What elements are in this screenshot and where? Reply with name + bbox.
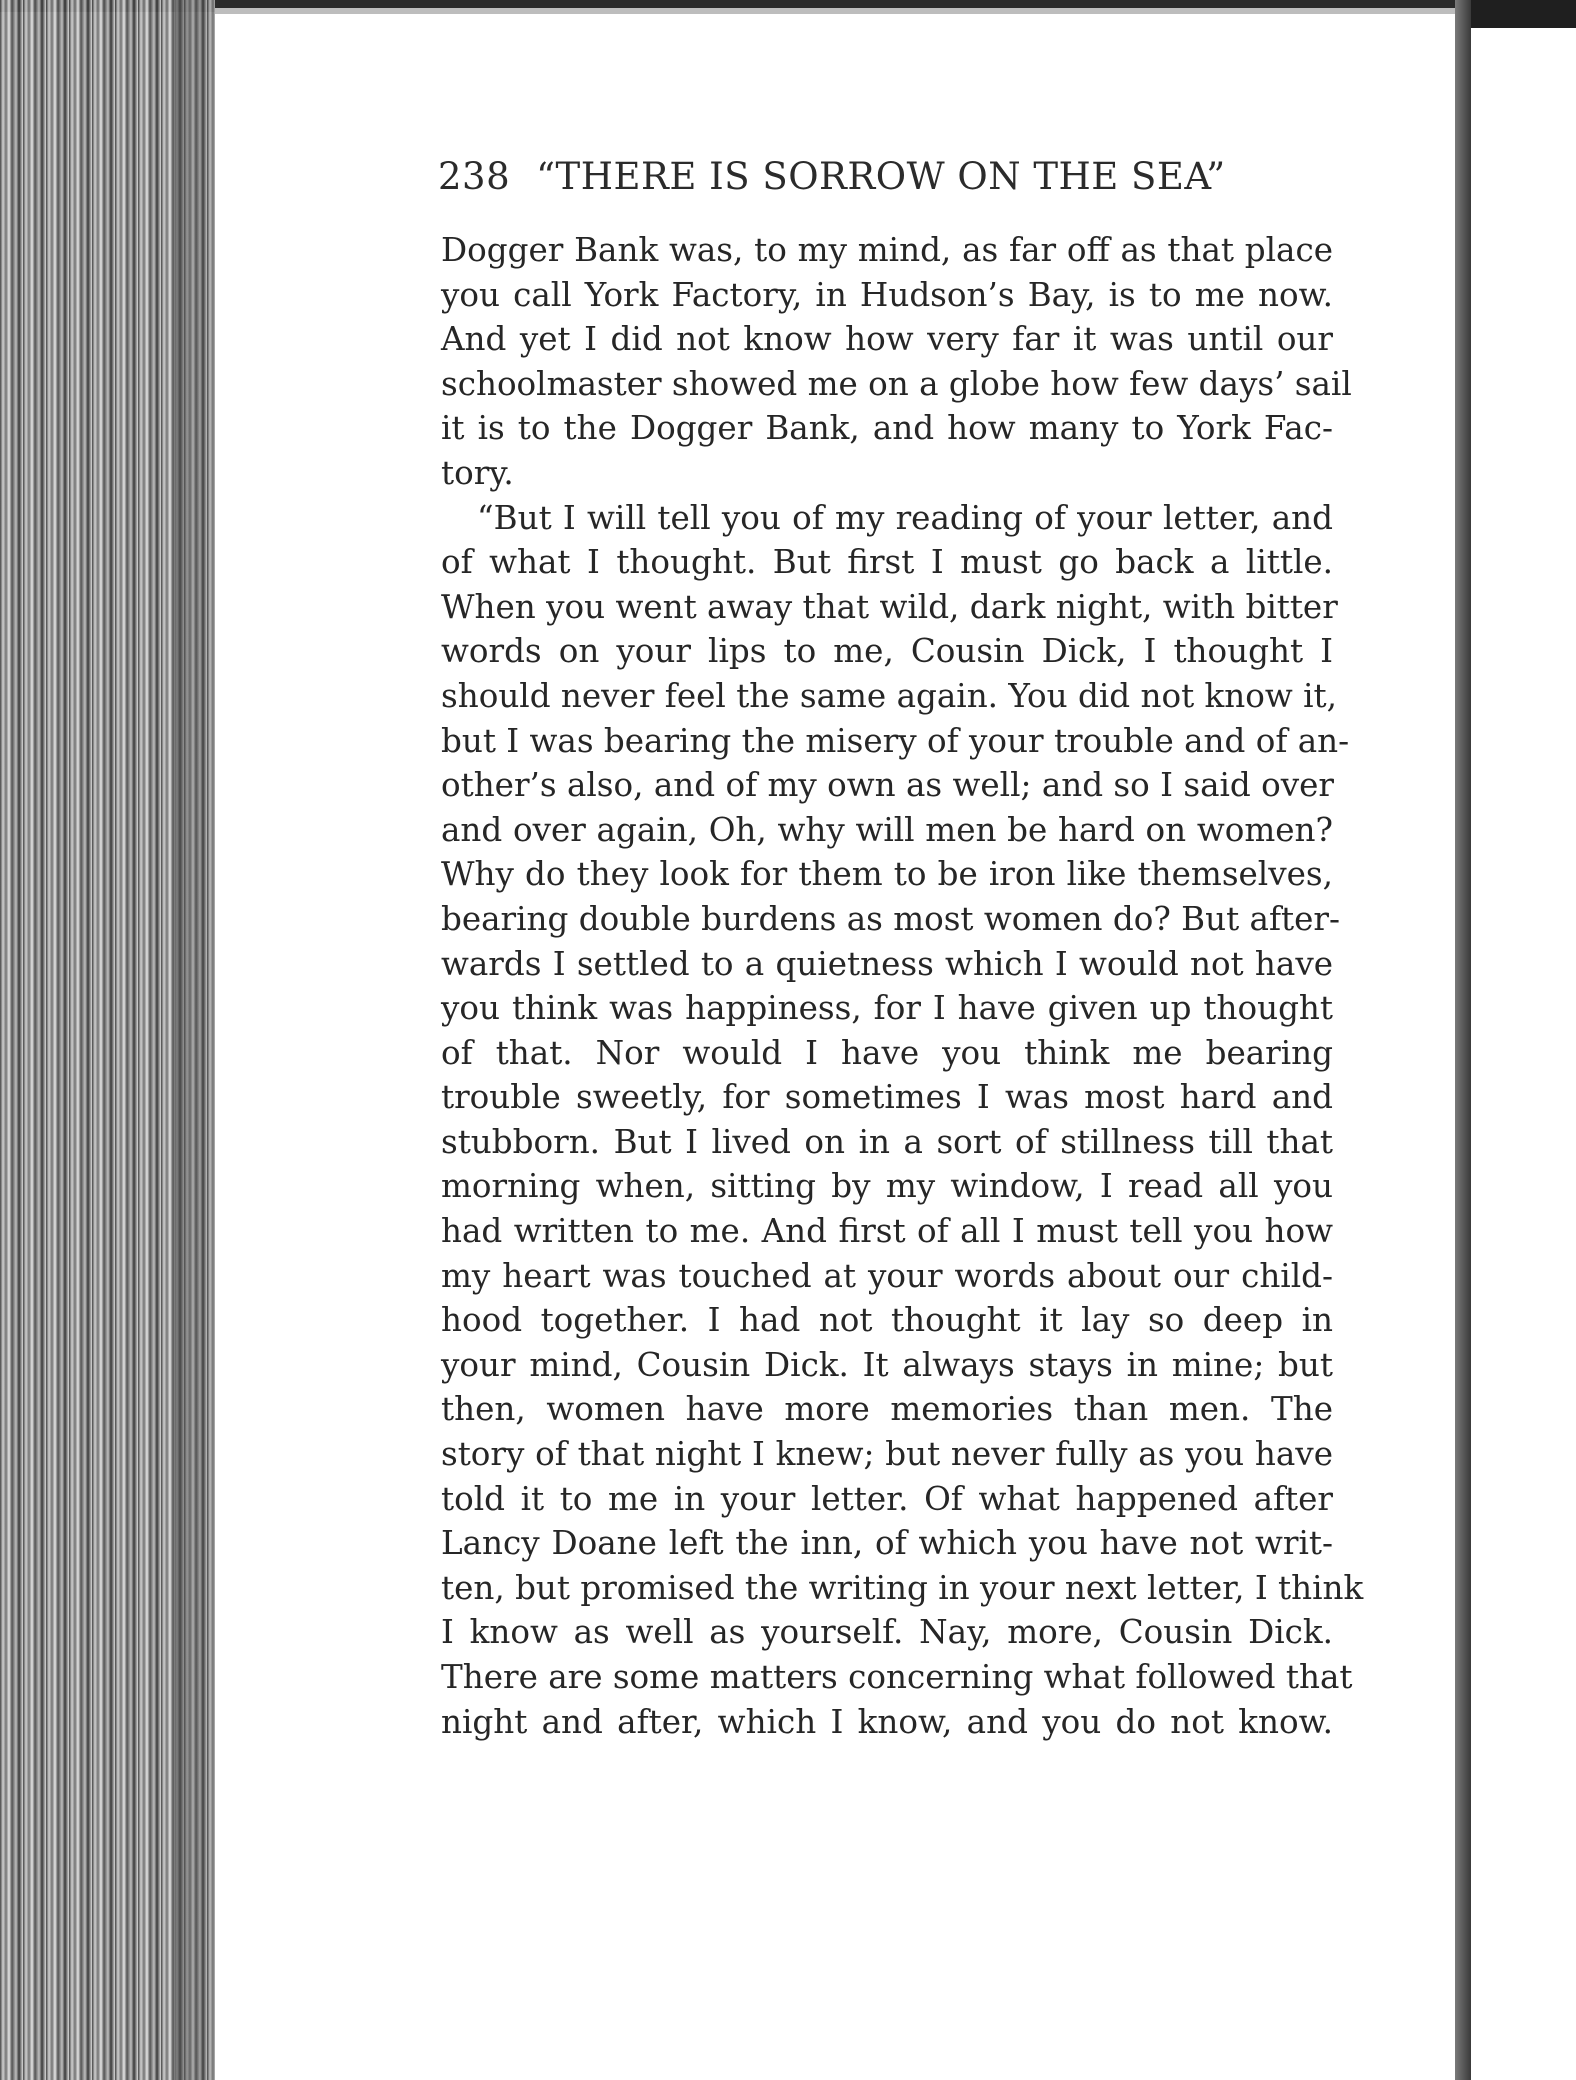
text-line: When you went away that wild, dark night, with bitter: [441, 587, 1338, 626]
text-line: “But I will tell you of my reading of your letter, and: [477, 498, 1333, 537]
facing-page-top-border: [1471, 0, 1576, 28]
text-line: hood together. I had not thought it lay so deep in: [441, 1301, 1333, 1340]
text-line: should never feel the same again. You did not know it,: [441, 676, 1337, 715]
text-line: Dogger Bank was, to my mind, as far off as that place: [441, 231, 1333, 269]
text-line: Lancy Doane left the inn, of which you have not writ-: [441, 1524, 1333, 1563]
text-line: story of that night I knew; but never fully as you have: [441, 1435, 1333, 1474]
text-line: other’s also, and of my own as well; and so I said over: [441, 766, 1334, 805]
text-line: And yet I did not know how very far it was until our: [441, 320, 1333, 359]
chapter-title: “THERE IS SORROW ON THE SEA”: [536, 155, 1226, 198]
page-right-edge: [1455, 0, 1471, 2080]
text-line: bearing double burdens as most women do? But after-: [441, 899, 1340, 938]
text-line: my heart was touched at your words about our child-: [441, 1256, 1333, 1295]
text-line: There are some matters concerning what followed that: [441, 1658, 1353, 1696]
body-text: [441, 228, 1364, 1744]
text-line: night and after, which I know, and you do not know.: [441, 1702, 1333, 1741]
text-line: you think was happiness, for I have given up thought: [441, 989, 1333, 1028]
text-line: tory.: [441, 453, 514, 492]
text-line: wards I settled to a quietness which I would not have: [441, 944, 1333, 983]
text-line: and over again, Oh, why will men be hard on women?: [441, 810, 1333, 849]
facing-page: [1471, 0, 1576, 2080]
text-line: trouble sweetly, for sometimes I was most hard and: [441, 1078, 1333, 1117]
text-line: of what I thought. But first I must go back a little.: [441, 543, 1333, 582]
text-line: ten, but promised the writing in your next letter, I think: [441, 1568, 1364, 1607]
text-line: you call York Factory, in Hudson’s Bay, is to me now.: [441, 275, 1333, 314]
text-line: your mind, Cousin Dick. It always stays in mine; but: [441, 1345, 1333, 1384]
text-line: words on your lips to me, Cousin Dick, I thought I: [441, 632, 1333, 671]
text-line: schoolmaster showed me on a globe how few days’ sail: [441, 364, 1352, 403]
text-line: I know as well as yourself. Nay, more, Cousin Dick.: [441, 1613, 1333, 1652]
text-line: morning when, sitting by my window, I read all you: [441, 1167, 1333, 1206]
text-line: had written to me. And first of all I must tell you how: [441, 1212, 1333, 1251]
text-line: Why do they look for them to be iron like themselves,: [441, 855, 1333, 894]
page-top-edge: [215, 8, 1455, 14]
page-number: 238: [438, 155, 511, 198]
text-line: stubborn. But I lived on in a sort of stillness till that: [441, 1122, 1333, 1161]
text-line: then, women have more memories than men. The: [441, 1390, 1333, 1429]
text-line: but I was bearing the misery of your trouble and of an-: [441, 721, 1350, 760]
text-line: it is to the Dogger Bank, and how many to York Fac-: [441, 409, 1333, 448]
running-head: [438, 155, 1258, 198]
book-edge-shadow: [175, 0, 220, 2080]
text-line: of that. Nor would I have you think me bearing: [441, 1033, 1333, 1072]
text-line: told it to me in your letter. Of what happened after: [441, 1479, 1333, 1518]
